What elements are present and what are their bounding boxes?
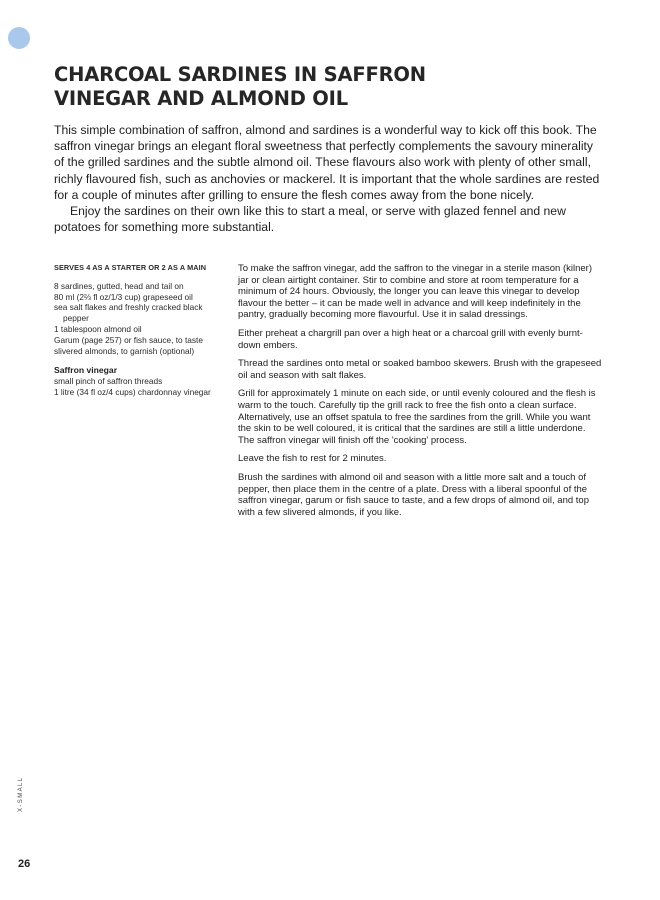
ingredient-item: small pinch of saffron threads xyxy=(54,376,163,387)
title-line-1: CHARCOAL SARDINES IN SAFFRON xyxy=(54,63,426,86)
ingredient-item: slivered almonds, to garnish (optional) xyxy=(54,345,195,356)
section-marker-dot xyxy=(8,27,30,49)
section-label: X-SMALL xyxy=(18,776,24,812)
vinegar-subheading: Saffron vinegar xyxy=(54,365,118,376)
ingredient-item: 8 sardines, gutted, head and tail on xyxy=(54,280,184,291)
serves-label: SERVES 4 AS A STARTER OR 2 AS A MAIN xyxy=(54,263,207,272)
recipe-title xyxy=(54,63,614,111)
intro-paragraph: Enjoy the sardines on their own like this to start a meal, or serve with glazed fennel and new potatoes for something more substantial. xyxy=(54,204,566,235)
intro-paragraph: This simple combination of saffron, almond and sardines is a wonderful way to kick off this book. The saffron vinegar brings an elegant floral sweetness that perfectly complements the savoury minerality of the grilled sardines and the subtle almond oil. These flavours also work with plenty of other small, richly flavoured fish, such as anchovies or mackerel. It is important that the whole sardines are rested for a couple of minutes after grilling to ensure the flesh comes away from the bone nicely. xyxy=(54,123,600,202)
ingredient-item: 1 litre (34 fl oz/4 cups) chardonnay vinegar xyxy=(54,386,211,397)
page-number: 26 xyxy=(18,858,31,870)
method-step: Brush the sardines with almond oil and season with a little more salt and a touch of pepper, then place them in the centre of a plate. Dress with a liberal spoonful of the saffron vinegar, garum or fish sauce to taste, and a few drops of almond oil, and top with a few slivered almonds, if you like. xyxy=(238,471,590,518)
vinegar-ingredient-list xyxy=(54,376,224,398)
ingredient-item: 80 ml (2⅔ fl oz/1/3 cup) grapeseed oil xyxy=(54,291,193,302)
method-step: To make the saffron vinegar, add the saffron to the vinegar in a sterile mason (kilner) jar or clean airtight container. Stir to combine and store at room temperature for a minimum of 24 hours. Obviously, the longer you can leave this vinegar to develop flavour the better – it can be made well in advance and will keep indefinitely in the pantry, gradually becoming more flavourful. Use it in salad dressings. xyxy=(238,263,592,321)
method-column xyxy=(238,263,604,525)
ingredient-item: 1 tablespoon almond oil xyxy=(54,323,142,334)
method-step: Thread the sardines onto metal or soaked bamboo skewers. Brush with the grapeseed oil and season with salt flakes. xyxy=(238,358,602,381)
ingredient-item: sea salt flakes and freshly cracked black pepper xyxy=(54,302,203,324)
method-step: Leave the fish to rest for 2 minutes. xyxy=(238,453,387,465)
recipe-intro xyxy=(54,122,604,235)
method-step: Either preheat a chargrill pan over a high heat or a charcoal grill with evenly burnt-down embers. xyxy=(238,327,583,351)
ingredient-item: Garum (page 257) or fish sauce, to taste xyxy=(54,334,203,345)
title-line-2: VINEGAR AND ALMOND OIL xyxy=(54,87,348,110)
ingredients-column xyxy=(54,263,224,398)
method-step: Grill for approximately 1 minute on each side, or until evenly coloured and the flesh is warm to the touch. Carefully tip the grill rack to free the fish onto a clean surface. Alternatively, use an offset spatula to free the sardines from the grill. While you want the skin to be well coloured, it is critical that the sardines are still a little underdone. The saffron vinegar will finish off the 'cooking' process. xyxy=(238,388,596,446)
ingredient-list xyxy=(54,281,224,357)
